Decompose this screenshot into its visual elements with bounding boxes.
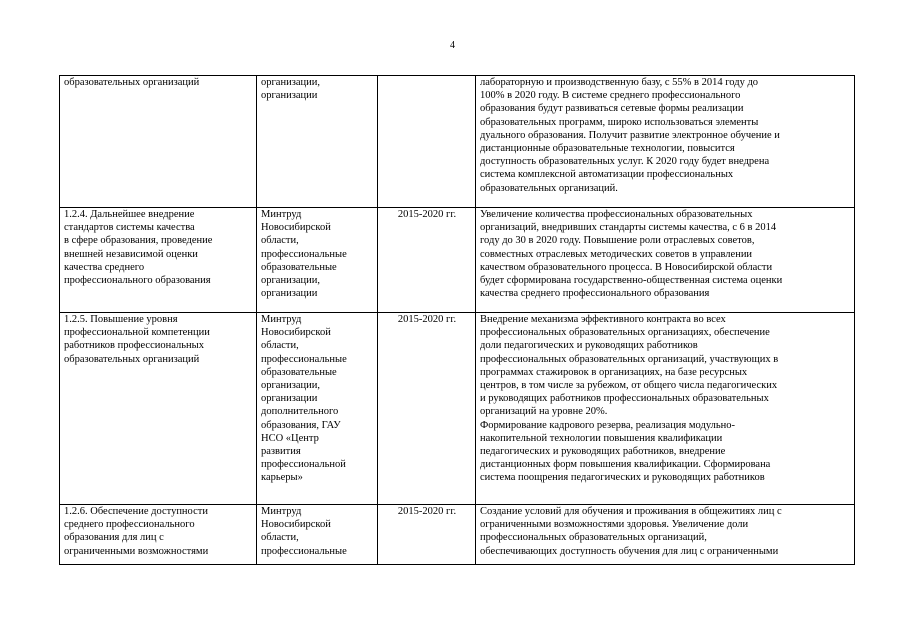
period-cell: 2015-2020 гг.	[378, 505, 476, 565]
period-cell: 2015-2020 гг.	[378, 208, 476, 313]
responsible-cell: Минтруд Новосибирской области, профессиональные образовательные организации, организации дополнительного образования, ГАУ НСО «Центр развития профессиональной карьеры»	[257, 313, 378, 505]
table-row	[60, 505, 855, 565]
responsible-cell: Минтруд Новосибирской области, профессиональные	[257, 505, 378, 565]
result-cell: Увеличение количества профессиональных образовательных организаций, внедривших стандарты системы качества, с 6 в 2014 году до 30 в 2020 году. Повышение роли отраслевых советов, совместных отраслевых методических советов в управлении качеством образовательного процесса. В Новосибирской области будет сформирована государственно-общественная система оценки качества среднего профессионального образования	[476, 208, 855, 313]
measures-table	[59, 75, 855, 565]
page-number: 4	[450, 40, 455, 51]
result-cell: Создание условий для обучения и проживания в общежитиях лиц с ограниченными возможностями здоровья. Увеличение доли профессиональных образовательных организаций, обеспечивающих доступность обучения для лиц с ограниченными	[476, 505, 855, 565]
table-row	[60, 76, 855, 208]
task-cell: 1.2.4. Дальнейшее внедрение стандартов системы качества в сфере образования, проведение внешней независимой оценки качества среднего профессионального образования	[60, 208, 257, 313]
table-row	[60, 208, 855, 313]
task-cell: 1.2.5. Повышение уровня профессиональной компетенции работников профессиональных образовательных организаций	[60, 313, 257, 505]
responsible-cell: Минтруд Новосибирской области, профессиональные образовательные организации, организации	[257, 208, 378, 313]
responsible-cell: организации, организации	[257, 76, 378, 208]
result-cell: лабораторную и производственную базу, с 55% в 2014 году до 100% в 2020 году. В системе среднего профессионального образования будут развиваться сетевые формы реализации образовательных программ, широко использоваться элементы дуального образования. Получит развитие электронное обучение и дистанционные образовательные технологии, повысится доступность образовательных услуг. К 2020 году будет внедрена система комплексной автоматизации профессиональных образовательных организаций.	[476, 76, 855, 208]
result-cell: Внедрение механизма эффективного контракта во всех профессиональных образовательных организациях, обеспечение доли педагогических и руководящих работников профессиональных образовательных организаций, участвующих в программах стажировок в организациях, на базе ресурсных центров, в том числе за рубежом, от общего числа педагогических и руководящих работников профессиональных образовательных организаций на уровне 20%. Формирование кадрового резерва, реализация модульно- накопительной технологии повышения квалификации педагогических и руководящих работников, внедрение дистанционных форм повышения квалификации. Сформирована система поощрения педагогических и руководящих работников	[476, 313, 855, 505]
period-cell	[378, 76, 476, 208]
task-cell: 1.2.6. Обеспечение доступности среднего профессионального образования для лиц с ограниченными возможностями	[60, 505, 257, 565]
period-cell: 2015-2020 гг.	[378, 313, 476, 505]
table-row	[60, 313, 855, 505]
task-cell: образовательных организаций	[60, 76, 257, 208]
